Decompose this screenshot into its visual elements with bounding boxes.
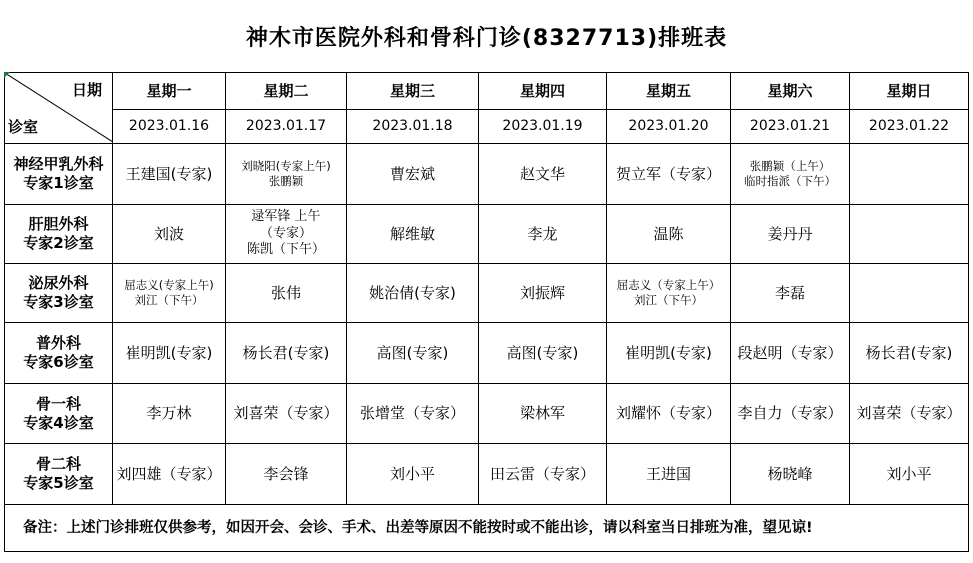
- schedule-table: [4, 72, 969, 552]
- clinic-label: [5, 264, 113, 323]
- doctor-name: 李自力（专家）: [737, 404, 843, 423]
- day-header: 星期三: [347, 73, 479, 110]
- corner-cell: [5, 73, 113, 144]
- doctor-name: 刘喜荣（专家）: [856, 404, 962, 423]
- doctor-name: 赵文华: [519, 164, 565, 183]
- doctor-name: 杨晓峰: [767, 464, 813, 483]
- header-row-dates: [5, 110, 969, 144]
- note-row: [5, 505, 969, 552]
- doctor-name: 曹宏斌: [389, 164, 435, 183]
- schedule-cell: [347, 384, 479, 444]
- day-header: 星期六: [731, 73, 850, 110]
- schedule-cell: [113, 384, 226, 444]
- schedule-cell: [731, 205, 850, 264]
- doctor-name: 王进国: [645, 464, 691, 483]
- doctor-name: 李万林: [146, 404, 192, 423]
- schedule-cell: [347, 205, 479, 264]
- doctor-name: 段赵明（专家）: [737, 343, 843, 362]
- clinic-label: [5, 144, 113, 205]
- doctor-name: 梁林军: [519, 404, 565, 423]
- day-header: 星期四: [479, 73, 607, 110]
- doctor-name: 杨长君(专家): [242, 343, 330, 362]
- schedule-cell: [113, 205, 226, 264]
- clinic-dept: 普外科: [35, 334, 81, 353]
- doctor-name: 李磊: [774, 283, 805, 302]
- schedule-cell: [731, 144, 850, 205]
- doctor-name: 张伟: [270, 283, 301, 302]
- clinic-room: 专家6诊室: [23, 353, 94, 371]
- schedule-cell: [479, 323, 607, 384]
- schedule-cell: [607, 205, 731, 264]
- page-title: 神木市医院外科和骨科门诊(8327713)排班表: [245, 25, 728, 51]
- cell-corner-marker: [4, 72, 10, 78]
- clinic-label: [5, 323, 113, 384]
- doctor-name: 逯军锋 上午: [251, 208, 321, 224]
- table-row: [5, 444, 969, 505]
- schedule-cell: [113, 144, 226, 205]
- schedule-cell: [607, 384, 731, 444]
- corner-date-label: 日期: [71, 81, 102, 99]
- table-row: [5, 384, 969, 444]
- doctor-name: 陈凯（下午）: [246, 242, 325, 258]
- schedule-cell: [347, 264, 479, 323]
- schedule-cell: [607, 323, 731, 384]
- schedule-cell: [607, 444, 731, 505]
- date-header: 2023.01.22: [850, 110, 969, 144]
- clinic-room: 专家4诊室: [23, 413, 94, 432]
- doctor-name: 姜丹丹: [767, 224, 813, 243]
- footer-note: 备注：上述门诊排班仅供参考，如因开会、会诊、手术、出差等原因不能按时或不能出诊，请以科室当日排班为准，望见谅!: [5, 505, 969, 552]
- schedule-cell: [731, 444, 850, 505]
- date-header: 2023.01.20: [607, 110, 731, 144]
- doctor-name: 崔明凯(专家): [125, 343, 213, 362]
- doctor-name: 高图(专家): [506, 343, 579, 362]
- doctor-name: （专家）: [259, 225, 312, 241]
- schedule-cell: [113, 323, 226, 384]
- schedule-cell: [226, 144, 347, 205]
- day-header: 星期日: [850, 73, 969, 110]
- doctor-name: 刘小平: [886, 464, 932, 483]
- doctor-name: 刘江（下午）: [634, 293, 703, 307]
- table-row: [5, 144, 969, 205]
- clinic-room: 专家2诊室: [23, 234, 94, 252]
- clinic-label: [5, 444, 113, 505]
- clinic-dept: 骨一科: [35, 394, 81, 413]
- doctor-name: 刘波: [153, 224, 184, 243]
- schedule-cell: [479, 264, 607, 323]
- doctor-name: 屈志义（专家上午）: [616, 278, 721, 293]
- doctor-name: 刘耀怀（专家）: [615, 404, 721, 423]
- doctor-name: 田云雷（专家）: [489, 464, 595, 483]
- schedule-cell: [850, 444, 969, 505]
- clinic-room: 专家5诊室: [23, 474, 94, 492]
- date-header: 2023.01.19: [479, 110, 607, 144]
- schedule-cell: [226, 384, 347, 444]
- doctor-name: 崔明凯(专家): [625, 343, 712, 362]
- table-row: [5, 205, 969, 264]
- schedule-cell: [226, 205, 347, 264]
- schedule-cell: [850, 384, 969, 444]
- header-row-days: [5, 73, 969, 110]
- date-header: 2023.01.16: [113, 110, 226, 144]
- doctor-name: 屈志义(专家上午): [124, 278, 214, 293]
- schedule-cell: [850, 264, 969, 323]
- doctor-name: 李龙: [527, 224, 558, 243]
- clinic-dept: 肝胆外科: [28, 215, 89, 234]
- doctor-name: 张增堂（专家）: [359, 404, 465, 423]
- doctor-name: 刘江（下午）: [134, 293, 204, 307]
- doctor-name: 高图(专家): [376, 343, 449, 362]
- clinic-label: [5, 384, 113, 444]
- schedule-cell: [113, 264, 226, 323]
- schedule-cell: [479, 205, 607, 264]
- doctor-name: 李会锋: [263, 464, 309, 483]
- doctor-name: 刘喜荣（专家）: [233, 404, 339, 423]
- date-header: 2023.01.21: [731, 110, 850, 144]
- doctor-name: 温陈: [653, 224, 684, 243]
- doctor-name: 张鹏颖: [268, 174, 304, 188]
- schedule-cell: [731, 323, 850, 384]
- schedule-cell: [347, 444, 479, 505]
- day-header: 星期五: [607, 73, 731, 110]
- table-row: [5, 264, 969, 323]
- doctor-name: 杨长君(专家): [865, 343, 953, 362]
- schedule-cell: [347, 144, 479, 205]
- doctor-name: 姚治倩(专家): [369, 283, 456, 302]
- day-header: 星期二: [226, 73, 347, 110]
- schedule-cell: [731, 264, 850, 323]
- doctor-name: 刘振辉: [519, 283, 565, 302]
- clinic-room: 专家3诊室: [23, 293, 94, 311]
- schedule-cell: [479, 384, 607, 444]
- schedule-cell: [479, 444, 607, 505]
- schedule-cell: [347, 323, 479, 384]
- clinic-room: 专家1诊室: [23, 174, 94, 192]
- schedule-cell: [607, 144, 731, 205]
- schedule-cell: [226, 264, 347, 323]
- schedule-cell: [850, 144, 969, 205]
- doctor-name: 王建国(专家): [125, 164, 213, 183]
- doctor-name: 刘晓阳(专家上午): [241, 159, 331, 174]
- doctor-name: 刘小平: [389, 464, 435, 483]
- doctor-name: 张鹏颖（上午）: [749, 159, 831, 174]
- date-header: 2023.01.18: [347, 110, 479, 144]
- date-header: 2023.01.17: [226, 110, 347, 144]
- table-row: [5, 323, 969, 384]
- schedule-cell: [850, 205, 969, 264]
- schedule-cell: [479, 144, 607, 205]
- doctor-name: 刘四雄（专家）: [116, 464, 222, 483]
- clinic-dept: 泌尿外科: [28, 274, 89, 293]
- schedule-cell: [226, 323, 347, 384]
- doctor-name: 贺立军（专家）: [615, 164, 721, 183]
- clinic-dept: 骨二科: [35, 455, 81, 474]
- clinic-dept: 神经甲乳外科: [13, 155, 104, 174]
- doctor-name: 临时指派（下午）: [744, 174, 836, 188]
- clinic-label: [5, 205, 113, 264]
- schedule-cell: [226, 444, 347, 505]
- schedule-cell: [607, 264, 731, 323]
- schedule-cell: [113, 444, 226, 505]
- doctor-name: 解维敏: [389, 224, 435, 243]
- corner-room-label: 诊室: [8, 118, 39, 137]
- day-header: 星期一: [113, 73, 226, 110]
- schedule-cell: [731, 384, 850, 444]
- schedule-cell: [850, 323, 969, 384]
